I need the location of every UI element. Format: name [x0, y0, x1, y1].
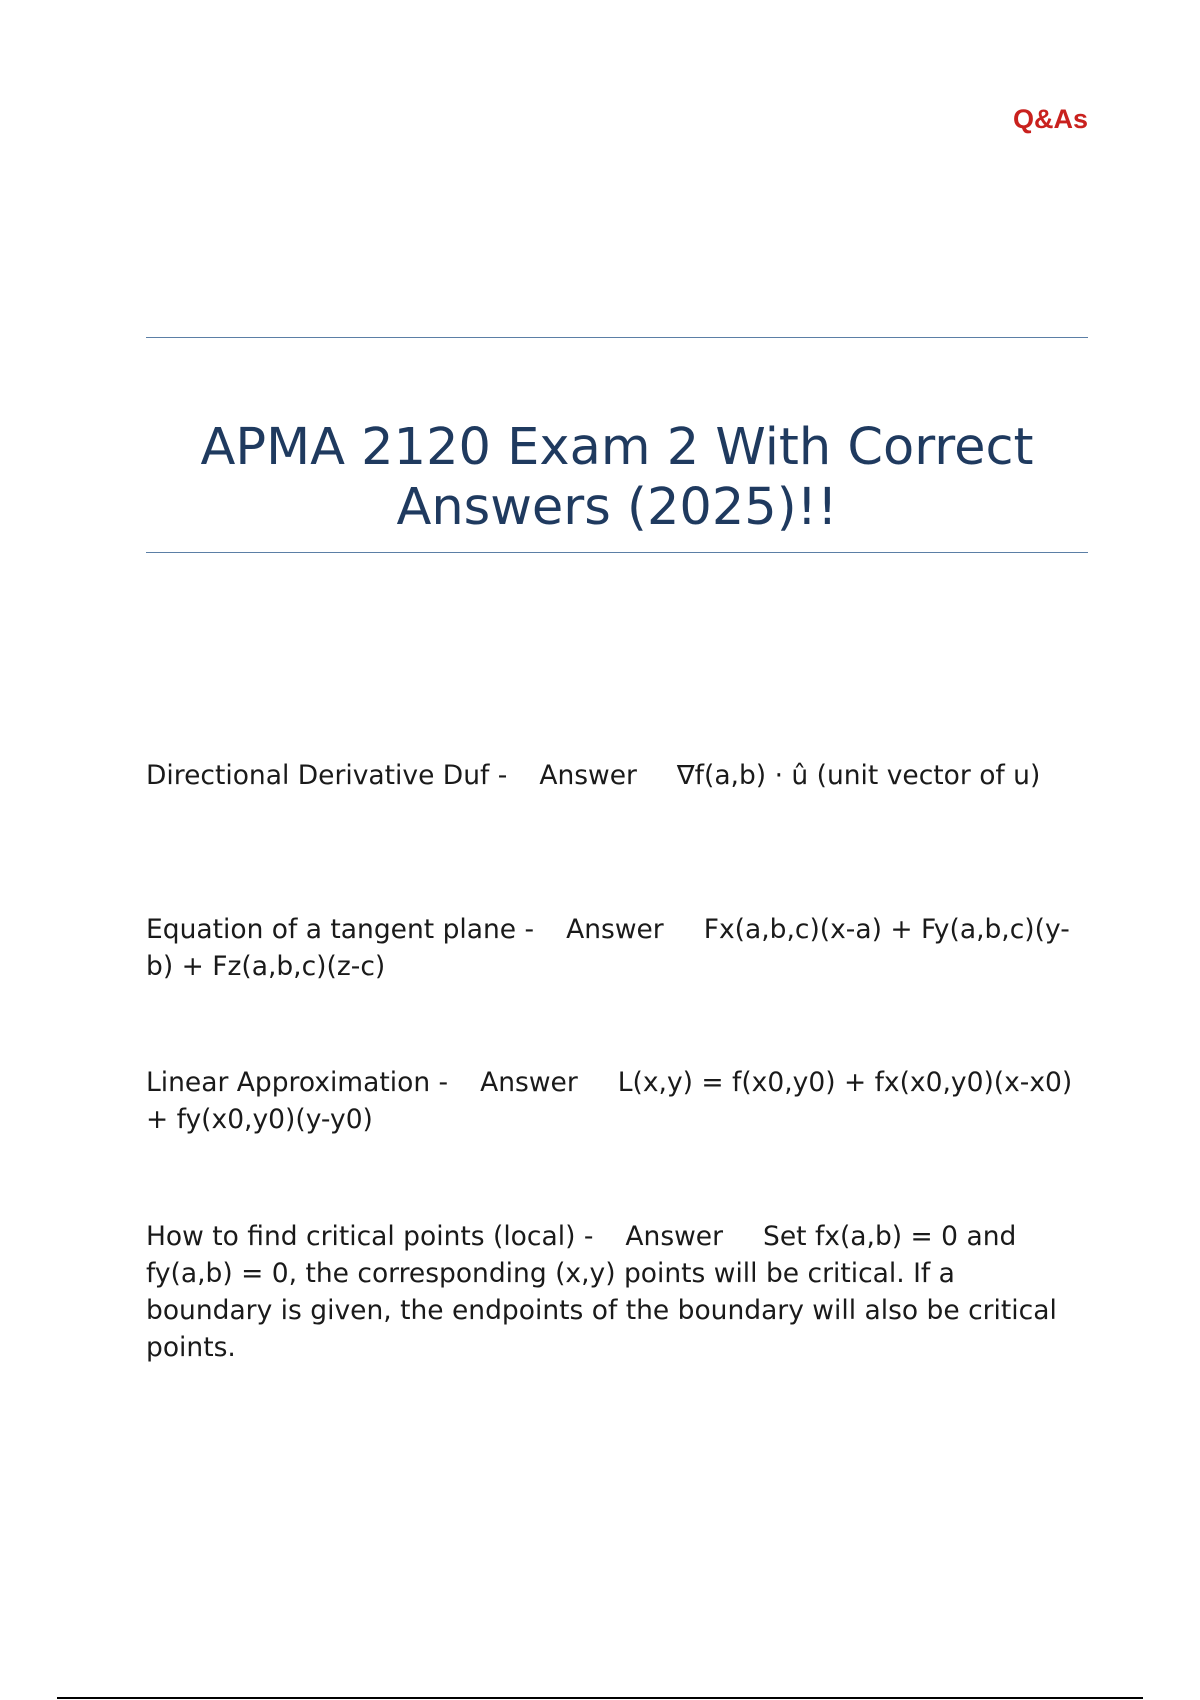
- title-line-2: Answers (2025)!!: [396, 478, 838, 537]
- title-line-1: APMA 2120 Exam 2 With Correct: [200, 418, 1034, 477]
- qa-answer-label: Answer: [566, 914, 664, 945]
- qa-item: [146, 757, 1088, 794]
- qa-answer: L(x,y) = f(x0,y0) + fx(x0,y0)(x-x0) + fy(x0,y0)(y-y0): [146, 1067, 1073, 1135]
- qa-answer-label: Answer: [539, 760, 637, 791]
- qa-answer: Set fx(a,b) = 0 and fy(a,b) = 0, the corresponding (x,y) points will be critical. If a boundary is given, the endpoints of the boundary will also be critical points.: [146, 1221, 1057, 1363]
- title-rule-bottom: [146, 552, 1088, 553]
- document-title: [146, 418, 1088, 538]
- qa-answer: Fx(a,b,c)(x-a) + Fy(a,b,c)(y-b) + Fz(a,b,c)(z-c): [146, 914, 1070, 982]
- qa-question: Linear Approximation -: [146, 1067, 449, 1098]
- qa-answer-label: Answer: [625, 1221, 724, 1252]
- qa-item: [146, 1218, 1088, 1366]
- qa-answer-label: Answer: [480, 1067, 578, 1098]
- qa-question: How to find critical points (local) -: [146, 1221, 594, 1252]
- header-tag: Q&As: [1012, 104, 1088, 134]
- title-rule-top: [146, 337, 1088, 338]
- qa-answer: ∇f(a,b) · û (unit vector of u): [676, 760, 1041, 791]
- qa-item: [146, 911, 1088, 985]
- qa-question: Equation of a tangent plane -: [146, 914, 535, 945]
- footer-rule: [57, 1697, 1143, 1699]
- qa-question: Directional Derivative Duf -: [146, 760, 508, 791]
- qa-item: [146, 1064, 1088, 1138]
